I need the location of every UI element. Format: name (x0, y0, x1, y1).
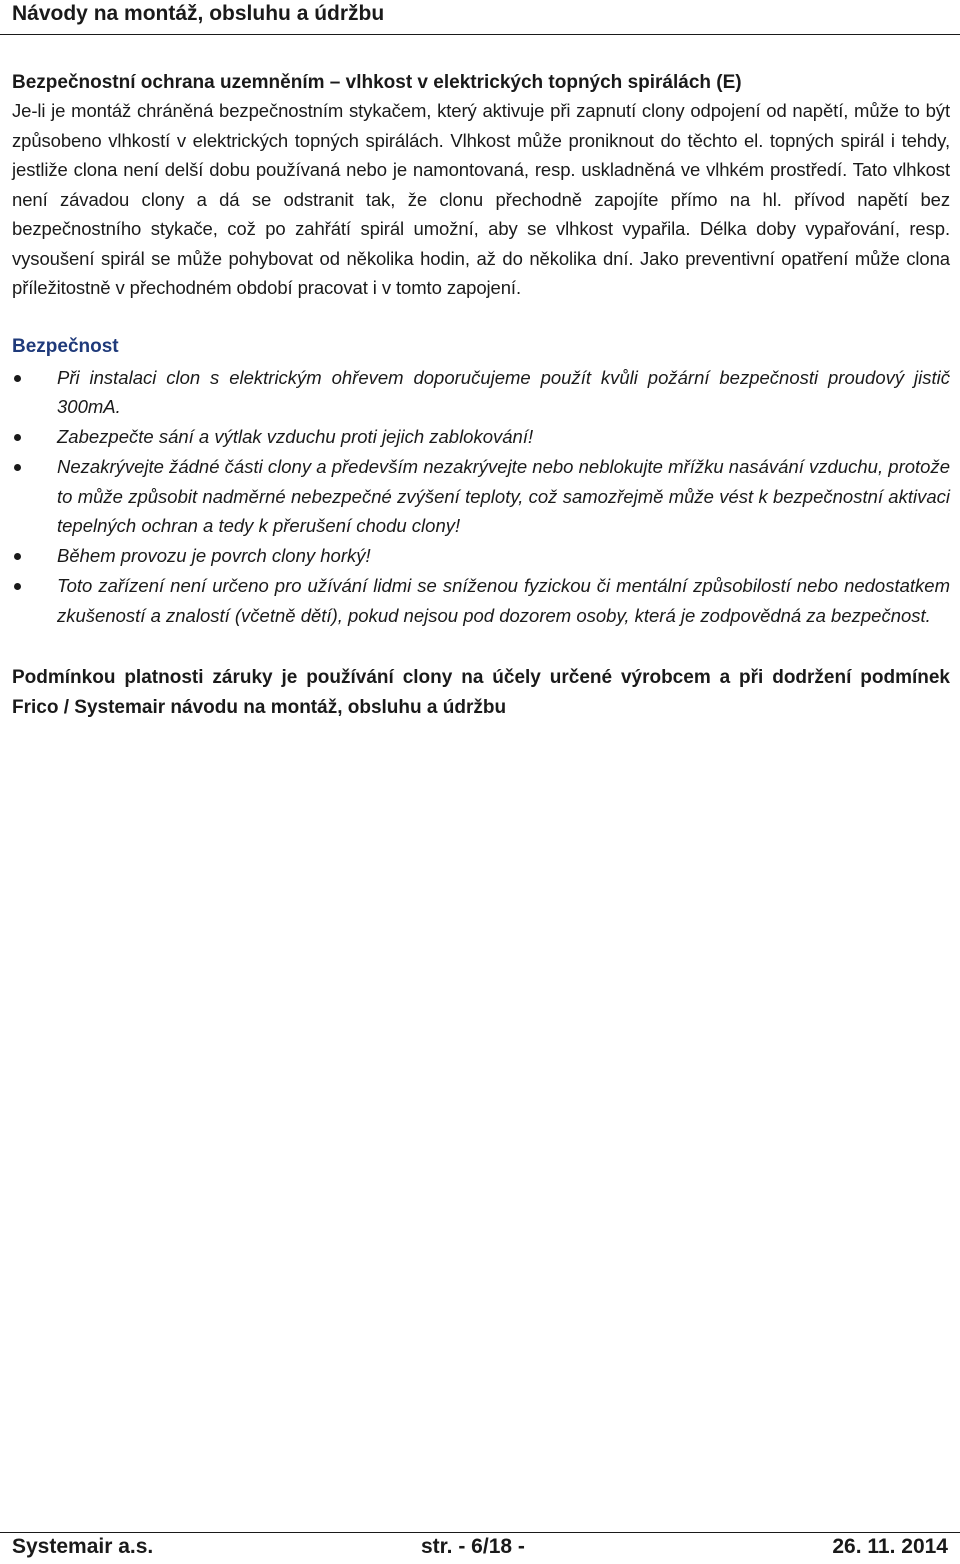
list-item-text: Nezakrývejte žádné části clony a především nezakrývejte nebo neblokujte mřížku nasávání vzduchu, protože to může způsobit nadměrné nebezpečné zvýšení teploty, což samozřejmě může vést k bezpečnostní aktivaci tepelných ochran a tedy k přerušení chodu clony! (57, 455, 950, 537)
list-item-text: Během provozu je povrch clony horký! (57, 545, 371, 567)
footer-page-number: str. - 6/18 - (421, 1535, 525, 1558)
list-item (12, 541, 950, 571)
warranty-note: Podmínkou platnosti záruky je používání clony na účely určené výrobcem a při dodržení podmínek Frico / Systemair návodu na montáž, obsluhu a údržbu (12, 666, 950, 718)
safety-list (12, 363, 950, 631)
footer-company: Systemair a.s. (12, 1535, 154, 1558)
list-item-text: Zabezpečte sání a výtlak vzduchu proti jejich zablokování! (57, 426, 534, 448)
bullet-icon (14, 434, 21, 441)
page-header (0, 0, 960, 35)
list-item-text: Při instalaci clon s elektrickým ohřevem doporučujeme použít kvůli požární bezpečnosti proudový jistič 300mA. (57, 366, 950, 418)
footer-date: 26. 11. 2014 (832, 1535, 948, 1558)
list-item (12, 452, 950, 541)
main-content (12, 70, 950, 723)
humidity-paragraph: Je-li je montáž chráněná bezpečnostním stykačem, který aktivuje při zapnutí clony odpojení od napětí, může to být způsobeno vlhkostí v elektrických topných spirálách. Vlhkost může proniknout do těchto el. topných spirál i tehdy, jestliže clona není delší dobu používaná nebo je namontovaná, resp. uskladněná ve vlhkém prostředí. Tato vlhkost není závadou clony a dá se odstranit tak, že clonu přechodně zapojíte přímo na hl. přívod napětí bez bezpečnostního stykače, což po zahřátí spirál umožní, aby se vlhkost vypařila. Délka doby vypařování, resp. vysoušení spirál se může pohybovat od několika hodin, až do několika dní. Jako preventivní opatření může clona příležitostně v přechodném období pracovat i v tomto zapojení. (12, 100, 950, 298)
header-title: Návody na montáž, obsluhu a údržbu (12, 2, 385, 25)
bullet-icon (14, 553, 21, 560)
section-title: Bezpečnostní ochrana uzemněním – vlhkost v elektrických topných spirálách (E) (12, 72, 742, 93)
list-item (12, 571, 950, 631)
bullet-icon (14, 375, 21, 382)
bullet-icon (14, 464, 21, 471)
list-item (12, 363, 950, 423)
page-footer (0, 1532, 960, 1564)
bullet-icon (14, 583, 21, 590)
safety-heading: Bezpečnost (12, 335, 119, 357)
list-item (12, 422, 950, 452)
list-item-text: Toto zařízení není určeno pro užívání lidmi se sníženou fyzickou či mentální způsobilostí nebo nedostatkem zkušeností a znalostí (včetně dětí), pokud nejsou pod dozorem osoby, která je zodpovědná za bezpečnost. (57, 575, 950, 626)
